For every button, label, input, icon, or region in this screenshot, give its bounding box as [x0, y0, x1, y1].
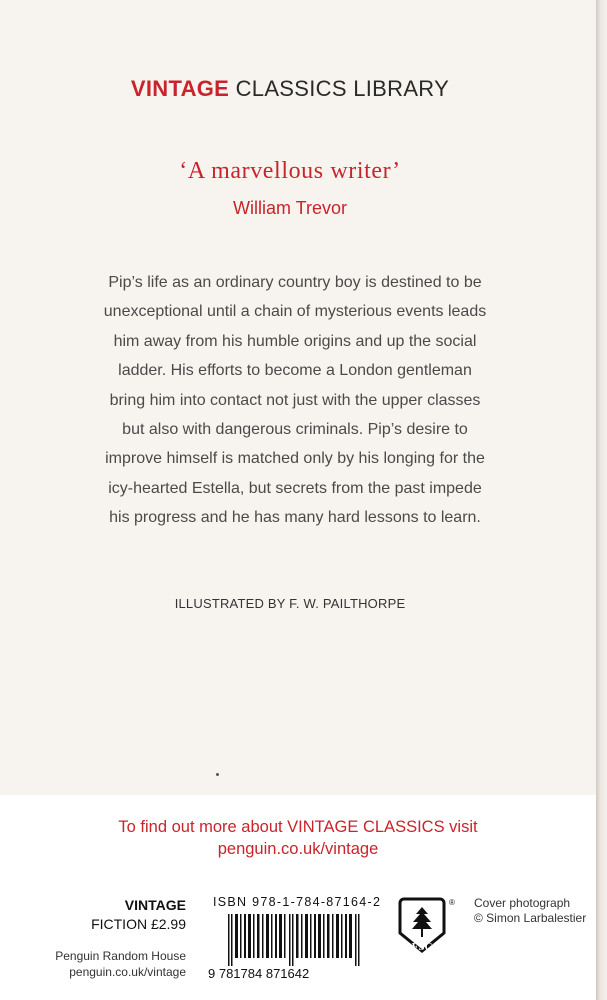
blurb-line: Pip’s life as an ordinary country boy is destined to be [108, 274, 482, 291]
blurb-line: his progress and he has many hard lessons to learn. [109, 509, 481, 527]
series-name: CLASSICS LIBRARY [235, 76, 450, 101]
publisher-name: Penguin Random House [55, 949, 186, 963]
blurb-line: unexceptional until a chain of mysterious events leads [103, 303, 487, 321]
cover-credit [474, 896, 586, 926]
page-edge [596, 0, 607, 1000]
credit-line: Cover photograph [474, 896, 571, 910]
illustrator-credit: ILLUSTRATED BY F. W. PAILTHORPE [174, 596, 406, 611]
imprint-label: VINTAGE [124, 897, 186, 913]
blurb-line: icy-hearted Estella, but secrets from the past impede [108, 479, 482, 497]
series-brand: VINTAGE [130, 76, 230, 101]
category-price: FICTION £2.99 [91, 916, 186, 932]
speck [216, 773, 219, 776]
publisher-url[interactable]: penguin.co.uk/vintage [69, 965, 186, 979]
fsc-text: FSC [411, 941, 433, 953]
quote-author: William Trevor [232, 198, 347, 218]
blurb-text [60, 268, 530, 533]
blurb-line: him away from his humble origins and up the social [113, 332, 477, 350]
barcode-digits: 9 781784 871642 [208, 966, 310, 981]
visit-link[interactable]: penguin.co.uk/vintage [217, 840, 379, 858]
isbn-label: ISBN 978-1-784-87164-2 [213, 895, 382, 909]
credit-photographer: © Simon Larbalestier [474, 911, 587, 925]
blurb-line: improve himself is matched only by his longing for the [105, 450, 485, 468]
series-title [0, 76, 580, 102]
fsc-registered-mark: ® [449, 898, 455, 907]
barcode [226, 914, 366, 966]
visit-line: To find out more about VINTAGE CLASSICS visit [118, 818, 478, 836]
blurb-line: but also with dangerous criminals. Pip’s desire to [122, 421, 468, 439]
price-block [60, 896, 186, 934]
review-quote: ‘A marvellous writer’ [179, 158, 401, 184]
blurb-line: ladder. His efforts to become a London gentleman [118, 362, 472, 380]
publisher-info [28, 948, 186, 980]
blurb-line: bring him into contact not just with the upper classes [109, 391, 481, 409]
visit-info [0, 816, 596, 860]
fsc-logo [396, 895, 458, 957]
